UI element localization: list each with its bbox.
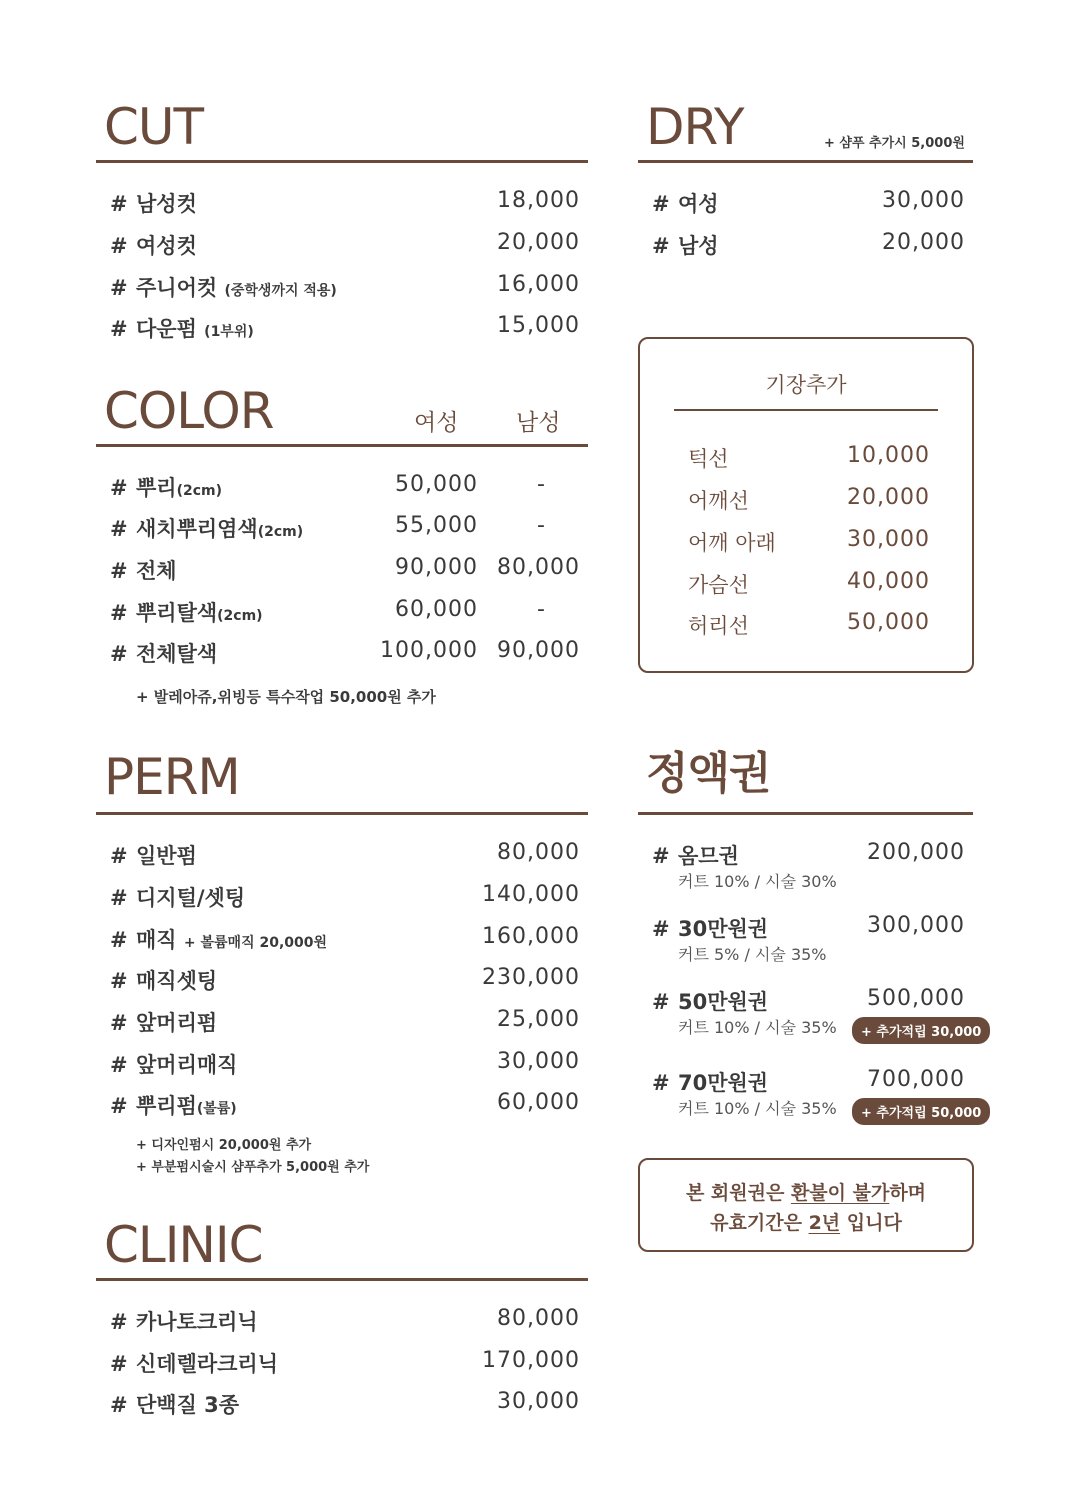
perm-row: # 일반펌 — [110, 844, 197, 868]
clinic-row: # 신데렐라크리닉 — [110, 1352, 279, 1376]
perm-row: # 앞머리펌 — [110, 1011, 218, 1035]
dry-row: # 여성 — [652, 192, 719, 216]
prepaid-sub: 커트 10% / 시술 35% — [678, 1018, 837, 1037]
length-item: 어깨 아래 — [688, 531, 776, 555]
length-price: 50,000 — [847, 610, 930, 635]
perm-row: # 매직 + 볼륨매직 20,000원 — [110, 928, 328, 952]
color-price-female: 60,000 — [395, 597, 478, 622]
clinic-price: 170,000 — [482, 1348, 580, 1373]
cut-note: (중학생까지 적용) — [224, 283, 337, 299]
perm-price: 230,000 — [482, 965, 580, 990]
perm-divider — [96, 812, 588, 815]
notice-line-2: 유효기간은 2년 입니다 — [710, 1212, 902, 1234]
color-row: # 뿌리(2cm) — [110, 476, 223, 500]
color-price-female: 90,000 — [395, 555, 478, 580]
clinic-section — [96, 1214, 588, 1424]
prepaid-price: 300,000 — [867, 913, 965, 938]
length-price: 20,000 — [847, 485, 930, 510]
prepaid-sub: 커트 10% / 시술 30% — [678, 872, 837, 891]
perm-note: + 볼륨매직 20,000원 — [183, 935, 328, 951]
perm-price: 140,000 — [482, 882, 580, 907]
color-row: # 새치뿌리염색(2cm) — [110, 517, 304, 541]
dry-divider — [638, 160, 973, 163]
perm-row: # 매직셋팅 — [110, 969, 218, 993]
cut-price: 16,000 — [497, 272, 580, 297]
color-price-female: 50,000 — [395, 472, 478, 497]
dry-row: # 남성 — [652, 234, 719, 258]
cut-row: # 남성컷 — [110, 192, 197, 216]
prepaid-title: 정액권 — [646, 748, 771, 799]
color-footnote: + 발레아쥬,위빙등 특수작업 50,000원 추가 — [136, 688, 436, 706]
prepaid-badge: + 추가적립 30,000 — [852, 1017, 990, 1044]
prepaid-row: # 50만원권 — [652, 990, 769, 1014]
clinic-price: 80,000 — [497, 1306, 580, 1331]
prepaid-row: # 70만원권 — [652, 1071, 769, 1095]
prepaid-badge: + 추가적립 50,000 — [852, 1098, 990, 1125]
cut-price: 18,000 — [497, 188, 580, 213]
clinic-title: CLINIC — [104, 1216, 263, 1274]
prepaid-row: # 옴므권 — [652, 844, 739, 868]
perm-row: # 앞머리매직 — [110, 1053, 238, 1077]
dry-title: DRY — [646, 98, 744, 156]
length-box — [638, 337, 974, 673]
length-price: 40,000 — [847, 569, 930, 594]
color-col-male: 남성 — [516, 410, 561, 436]
prepaid-section — [638, 748, 983, 1128]
prepaid-price: 200,000 — [867, 840, 965, 865]
perm-section — [96, 748, 588, 1178]
color-col-female: 여성 — [414, 410, 459, 436]
perm-price: 60,000 — [497, 1090, 580, 1115]
length-title: 기장추가 — [765, 373, 847, 397]
clinic-row: # 단백질 3종 — [110, 1393, 240, 1417]
clinic-row: # 카나토크리닉 — [110, 1310, 258, 1334]
clinic-price: 30,000 — [497, 1389, 580, 1414]
color-row: # 뿌리탈색(2cm) — [110, 601, 263, 625]
clinic-divider — [96, 1278, 588, 1281]
cut-note: (1부위) — [204, 324, 254, 340]
color-price-male: - — [537, 513, 546, 538]
length-item: 가슴선 — [688, 573, 749, 597]
cut-price: 15,000 — [497, 313, 580, 338]
cut-price: 20,000 — [497, 230, 580, 255]
notice-emphasis: 2년 — [808, 1212, 841, 1234]
color-price-female: 100,000 — [380, 638, 478, 663]
dry-note: + 샴푸 추가시 5,000원 — [824, 136, 965, 151]
color-section — [96, 380, 588, 710]
prepaid-price: 500,000 — [867, 986, 965, 1011]
dry-section — [638, 96, 973, 266]
perm-footnote: + 부분펌시술시 샴푸추가 5,000원 추가 — [136, 1160, 370, 1175]
dry-price: 20,000 — [882, 230, 965, 255]
color-row: # 전체 — [110, 559, 177, 583]
perm-title: PERM — [104, 748, 240, 806]
perm-price: 25,000 — [497, 1007, 580, 1032]
cut-title: CUT — [104, 98, 204, 156]
notice-emphasis: 환불이 불가 — [790, 1182, 890, 1204]
prepaid-divider — [638, 812, 973, 815]
length-item: 어깨선 — [688, 489, 749, 513]
perm-price: 80,000 — [497, 840, 580, 865]
perm-row: # 디지털/셋팅 — [110, 886, 246, 910]
prepaid-row: # 30만원권 — [652, 917, 769, 941]
color-price-male: - — [537, 472, 546, 497]
prepaid-sub: 커트 5% / 시술 35% — [678, 945, 827, 964]
color-price-male: 80,000 — [497, 555, 580, 580]
perm-price: 30,000 — [497, 1049, 580, 1074]
prepaid-sub: 커트 10% / 시술 35% — [678, 1099, 837, 1118]
cut-divider — [96, 160, 588, 163]
perm-footnote: + 디자인펌시 20,000원 추가 — [136, 1138, 312, 1153]
notice-line-1: 본 회원권은 환불이 불가하며 — [685, 1182, 927, 1204]
cut-row: # 다운펌 (1부위) — [110, 317, 254, 341]
length-item: 턱선 — [688, 447, 729, 471]
perm-row: # 뿌리펌(볼륨) — [110, 1094, 237, 1118]
color-divider — [96, 444, 588, 447]
dry-price: 30,000 — [882, 188, 965, 213]
color-price-male: - — [537, 597, 546, 622]
cut-row: # 여성컷 — [110, 234, 197, 258]
color-price-male: 90,000 — [497, 638, 580, 663]
length-divider — [674, 409, 938, 411]
cut-section — [96, 96, 588, 346]
perm-price: 160,000 — [482, 924, 580, 949]
length-price: 30,000 — [847, 527, 930, 552]
color-price-female: 55,000 — [395, 513, 478, 538]
notice-box — [638, 1158, 974, 1252]
length-price: 10,000 — [847, 443, 930, 468]
length-item: 허리선 — [688, 614, 749, 638]
color-row: # 전체탈색 — [110, 642, 218, 666]
cut-row: # 주니어컷 (중학생까지 적용) — [110, 276, 337, 300]
prepaid-price: 700,000 — [867, 1067, 965, 1092]
color-title: COLOR — [104, 382, 274, 440]
